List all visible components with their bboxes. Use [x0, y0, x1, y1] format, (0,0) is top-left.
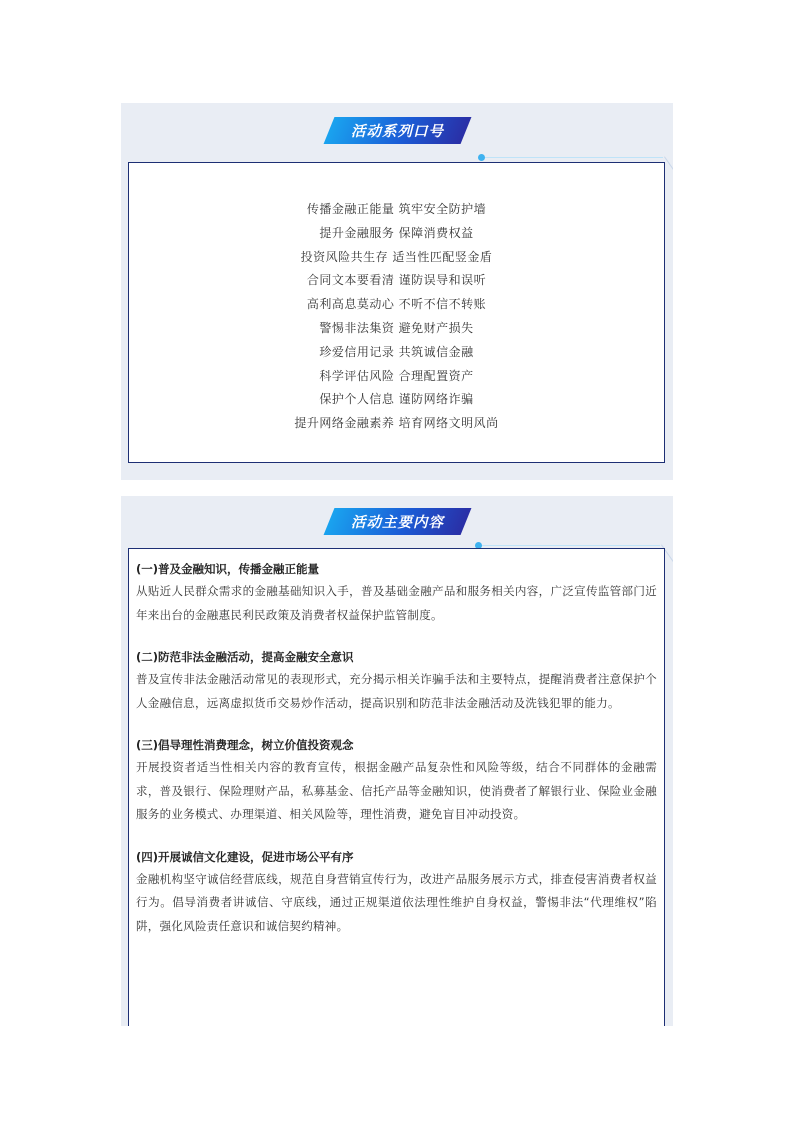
slogan-item: 传播金融正能量 筑牢安全防护墙	[306, 202, 487, 216]
section-heading: (一)普及金融知识，传播金融正能量	[136, 562, 320, 576]
slogan-title-banner	[121, 117, 673, 147]
decor-line	[482, 545, 660, 546]
section-heading: (四)开展诚信文化建设，促进市场公平有序	[136, 849, 354, 864]
section-body: 金融机构坚守诚信经营底线，规范自身营销宣传行为，改进产品服务展示方式，排查侵害消费者权益行为。倡导消费者讲诚信、守底线，通过正规渠道依法理性维护自身权益，警惕非法“代理维权”陷阱，强化风险责任意识和诚信契约精神。	[136, 871, 657, 933]
slogan-item: 保护个人信息 谨防网络诈骗	[319, 392, 474, 407]
slogan-item: 科学评估风险 合理配置资产	[319, 368, 474, 383]
slogan-item: 投资风险共生存 适当性匹配竖金盾	[300, 249, 493, 264]
decor-diagonal	[664, 156, 673, 189]
decor-line	[485, 157, 663, 158]
content-title-ribbon	[323, 508, 471, 535]
section-heading: (二)防范非法金融活动，提高金融安全意识	[136, 650, 354, 664]
slogan-item: 合同文本要看清 谨防误导和误听	[306, 273, 487, 288]
slogan-item: 高利高息莫动心 不听不信不转账	[306, 297, 487, 312]
slogan-frame	[128, 162, 665, 463]
content-frame	[128, 548, 665, 1026]
content-panel	[121, 496, 673, 1026]
content-title-banner	[121, 508, 673, 538]
section-body: 从贴近人民群众需求的金融基础知识入手，普及基础金融产品和服务相关内容，广泛宣传监管部门近年来出台的金融惠民利民政策及消费者权益保护监管制度。	[136, 584, 657, 622]
content-section	[136, 734, 657, 827]
slogan-item: 警惕非法集资 避免财产损失	[319, 320, 474, 335]
slogan-title-ribbon	[323, 117, 471, 144]
content-section	[136, 558, 657, 627]
content-section	[136, 646, 657, 715]
content-section	[136, 846, 657, 939]
section-body: 普及宣传非法金融活动常见的表现形式，充分揭示相关诈骗手法和主要特点，提醒消费者注意保护个人金融信息，远离虚拟货币交易炒作活动，提高识别和防范非法金融活动及洗钱犯罪的能力。	[136, 672, 657, 710]
slogan-item: 珍爱信用记录 共筑诚信金融	[319, 344, 474, 359]
content-title: 活动主要内容	[350, 515, 444, 531]
slogan-panel	[121, 103, 673, 480]
section-body: 开展投资者适当性相关内容的教育宣传，根据金融产品复杂性和风险等级，结合不同群体的金融需求，普及银行、保险理财产品，私募基金、信托产品等金融知识，使消费者了解银行业、保险业金融服务的业务模式、办理渠道、相关风险等，理性消费，避免盲目冲动投资。	[136, 760, 657, 821]
section-heading: (三)倡导理性消费理念，树立价值投资观念	[136, 738, 354, 752]
decor-dot	[478, 154, 485, 161]
content-body	[136, 558, 657, 957]
slogan-item: 提升网络金融素养 培育网络文明风尚	[294, 416, 499, 431]
slogan-item: 提升金融服务 保障消费权益	[319, 225, 474, 240]
slogan-list	[129, 198, 664, 436]
slogan-title: 活动系列口号	[350, 124, 444, 140]
